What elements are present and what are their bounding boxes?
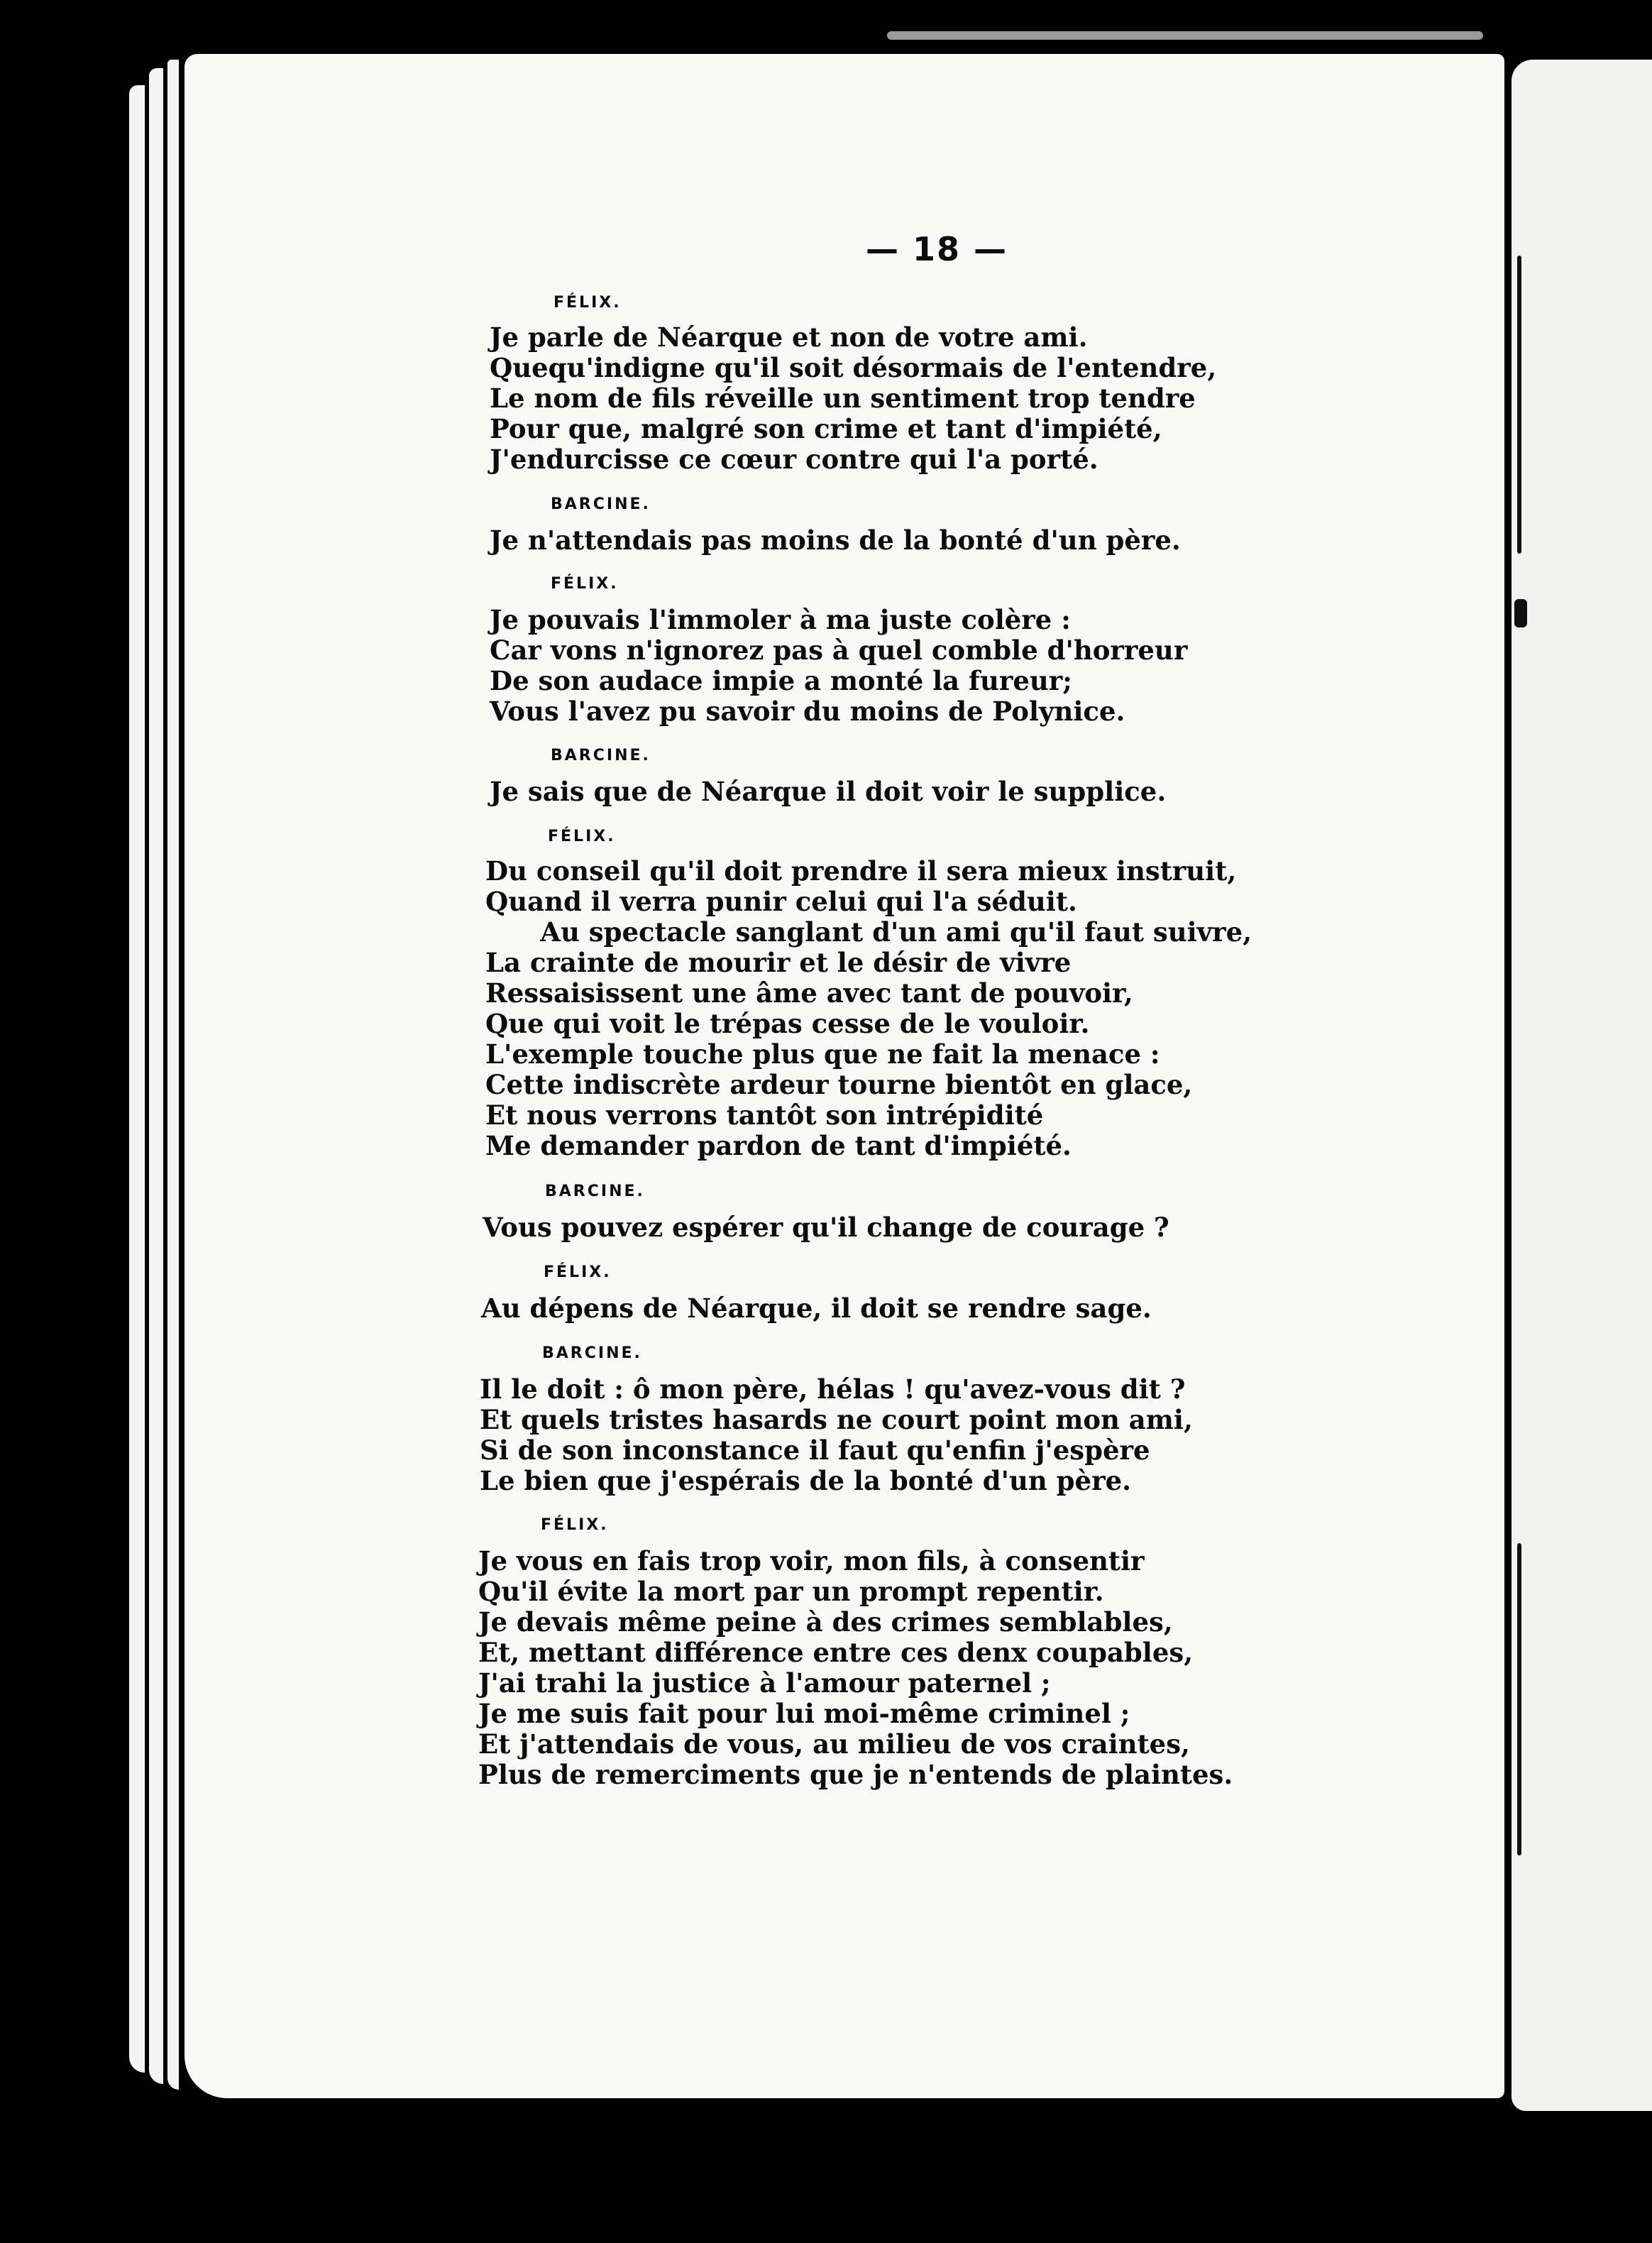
verse-line: Plus de remerciments que je n'entends de plaintes. bbox=[478, 1759, 1233, 1790]
verse-line: Car vons n'ignorez pas à quel comble d'horreur bbox=[490, 635, 1188, 666]
verse-line: Je pouvais l'immoler à ma juste colère : bbox=[490, 604, 1071, 635]
verse-line: Si de son inconstance il faut qu'enfin j'espère bbox=[480, 1435, 1150, 1466]
speaker-name: BARCINE. bbox=[551, 495, 651, 513]
verse-line: Je me suis fait pour lui moi-même criminel ; bbox=[478, 1698, 1130, 1729]
verse-line: Quequ'indigne qu'il soit désormais de l'entendre, bbox=[490, 352, 1217, 383]
scan-artifact bbox=[1514, 599, 1527, 627]
verse-line: Je devais même peine à des crimes semblables, bbox=[478, 1606, 1173, 1638]
scan-artifact bbox=[1517, 256, 1521, 554]
verse-line: Quand il verra punir celui qui l'a séduit. bbox=[485, 886, 1077, 917]
verse-line: Le nom de fils réveille un sentiment trop tendre bbox=[490, 383, 1196, 414]
speaker-name: FÉLIX. bbox=[548, 828, 616, 845]
facing-page bbox=[1511, 60, 1652, 2111]
verse-line: Pour que, malgré son crime et tant d'impiété, bbox=[490, 413, 1162, 444]
verse-line: Et j'attendais de vous, au milieu de vos craintes, bbox=[478, 1728, 1190, 1760]
page-text bbox=[185, 54, 1504, 2098]
verse-line: L'exemple touche plus que ne fait la menace : bbox=[485, 1038, 1160, 1070]
verse-line: Je sais que de Néarque il doit voir le supplice. bbox=[490, 776, 1167, 807]
verse-line: Je parle de Néarque et non de votre ami. bbox=[490, 322, 1088, 353]
verse-line: Me demander pardon de tant d'impiété. bbox=[485, 1130, 1072, 1161]
speaker-name: FÉLIX. bbox=[544, 1263, 612, 1281]
verse-line: Je vous en fais trop voir, mon fils, à consentir bbox=[478, 1545, 1145, 1576]
speaker-name: FÉLIX. bbox=[551, 575, 619, 593]
verse-line: Vous pouvez espérer qu'il change de courage ? bbox=[483, 1212, 1169, 1243]
speaker-name: BARCINE. bbox=[551, 747, 651, 764]
verse-line: Ressaisissent une âme avec tant de pouvoir, bbox=[485, 977, 1133, 1009]
page-number: — 18 — bbox=[866, 230, 1008, 268]
page-edge bbox=[149, 68, 163, 2084]
verse-line: De son audace impie a monté la fureur; bbox=[490, 665, 1072, 696]
verse-line: Du conseil qu'il doit prendre il sera mieux instruit, bbox=[485, 855, 1237, 887]
verse-line: J'endurcisse ce cœur contre qui l'a porté. bbox=[490, 444, 1098, 475]
verse-line: Au dépens de Néarque, il doit se rendre sage. bbox=[481, 1293, 1152, 1324]
page-edge bbox=[167, 60, 179, 2090]
verse-line: Je n'attendais pas moins de la bonté d'un père. bbox=[490, 525, 1181, 556]
verse-line: Il le doit : ô mon père, hélas ! qu'avez-vous dit ? bbox=[480, 1373, 1186, 1405]
scan-artifact bbox=[1517, 1543, 1521, 1855]
page-edge bbox=[129, 85, 145, 2073]
verse-line: Vous l'avez pu savoir du moins de Polynice. bbox=[490, 696, 1125, 727]
verse-line: Au spectacle sanglant d'un ami qu'il faut suivre, bbox=[485, 916, 1252, 948]
scan-artifact bbox=[887, 31, 1483, 40]
verse-line: Cette indiscrète ardeur tourne bientôt en glace, bbox=[485, 1069, 1193, 1100]
verse-line: Et nous verrons tantôt son intrépidité bbox=[485, 1099, 1044, 1131]
speaker-name: FÉLIX. bbox=[541, 1516, 609, 1534]
verse-line: J'ai trahi la justice à l'amour paternel ; bbox=[478, 1667, 1051, 1699]
speaker-name: FÉLIX. bbox=[554, 294, 622, 312]
verse-line: Et quels tristes hasards ne court point mon ami, bbox=[480, 1404, 1193, 1435]
verse-line: Le bien que j'espérais de la bonté d'un père. bbox=[480, 1465, 1131, 1496]
speaker-name: BARCINE. bbox=[545, 1183, 645, 1200]
book-page bbox=[185, 54, 1504, 2098]
verse-line: Qu'il évite la mort par un prompt repentir. bbox=[478, 1576, 1104, 1607]
verse-line: La crainte de mourir et le désir de vivre bbox=[485, 947, 1072, 978]
speaker-name: BARCINE. bbox=[542, 1344, 642, 1362]
verse-line: Et, mettant différence entre ces denx coupables, bbox=[478, 1637, 1194, 1668]
verse-line: Que qui voit le trépas cesse de le vouloir. bbox=[485, 1008, 1090, 1039]
